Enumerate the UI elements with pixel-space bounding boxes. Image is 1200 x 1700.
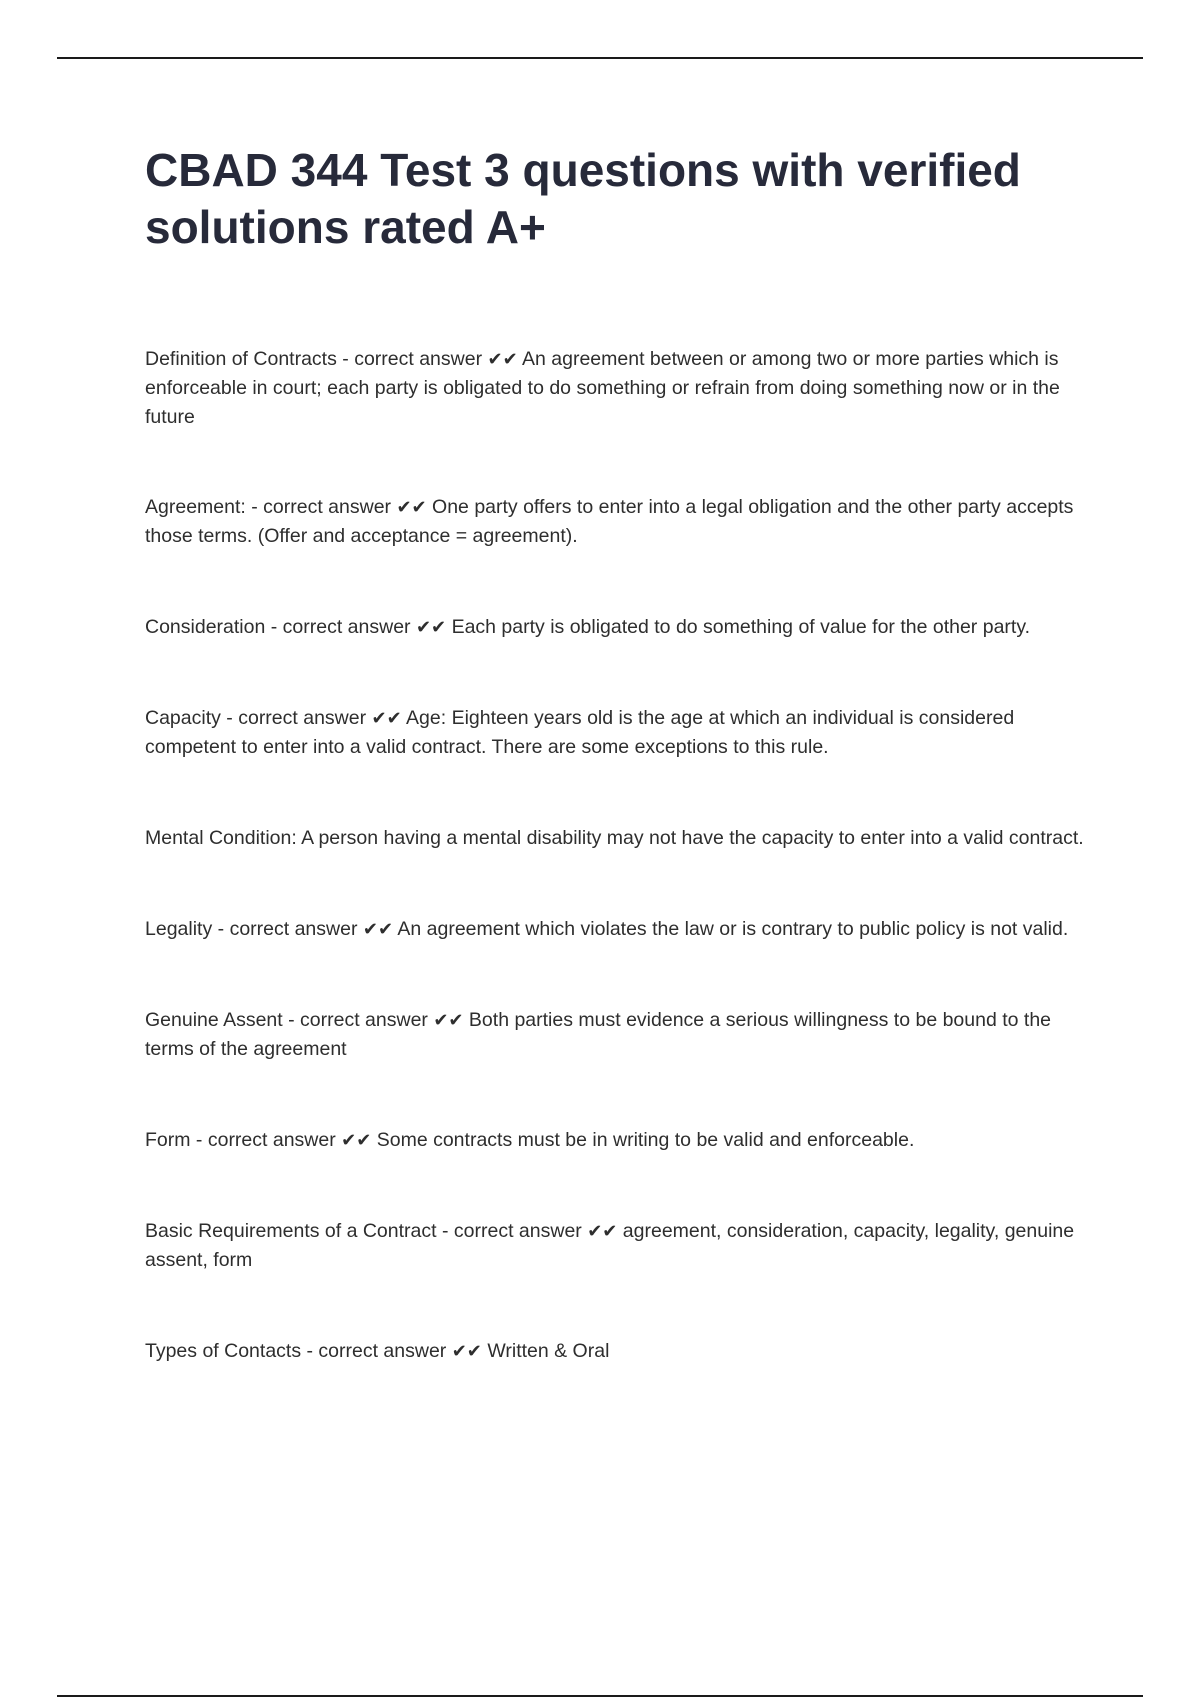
document-title: CBAD 344 Test 3 questions with verified solutions rated A+ xyxy=(145,144,1021,253)
entry-answer: An agreement which violates the law or is contrary to public policy is not valid. xyxy=(397,918,1069,940)
entry-term: Form xyxy=(145,1129,191,1151)
qa-entry xyxy=(145,824,1085,853)
double-check-icon: ✔✔ xyxy=(396,497,427,518)
entry-answer: An agreement between or among two or more parties which is enforceable in court; each party is obligated to do something or refrain from doing something now or in the future xyxy=(145,348,1060,428)
entry-answer: Age: Eighteen years old is the age at which an individual is considered competent to enter into a valid contract. There are some exceptions to this rule. xyxy=(145,707,1015,758)
entry-term: Types of Contacts xyxy=(145,1340,302,1362)
qa-entry: Form - correct answer ✔✔ Some contracts must be in writing to be valid and enforceable. xyxy=(145,1129,915,1151)
entry-answer: Both parties must evidence a serious willingness to be bound to the terms of the agreement xyxy=(145,1009,1052,1060)
answer-marker: correct answer xyxy=(238,707,367,729)
entry-answer: Some contracts must be in writing to be valid and enforceable. xyxy=(376,1129,915,1151)
entry-answer: Written & Oral xyxy=(487,1340,610,1362)
top-divider xyxy=(57,57,1143,59)
double-check-icon: ✔✔ xyxy=(587,1221,618,1242)
double-check-icon: ✔✔ xyxy=(415,617,447,638)
entry-term: Agreement: xyxy=(145,496,246,518)
answer-marker: correct answer xyxy=(453,1220,582,1242)
answer-marker: correct answer xyxy=(263,496,392,518)
answer-marker: correct answer xyxy=(300,1009,428,1031)
entry-term: Legality xyxy=(145,918,213,940)
entry-term: Capacity xyxy=(145,707,221,729)
qa-entry: Types of Contacts - correct answer ✔✔ Written & Oral xyxy=(145,1340,610,1362)
qa-entry: Legality - correct answer ✔✔ An agreement which violates the law or is contrary to public policy is not valid. xyxy=(145,918,1069,940)
double-check-icon: ✔✔ xyxy=(341,1130,372,1151)
answer-marker: correct answer xyxy=(229,918,358,940)
double-check-icon: ✔✔ xyxy=(362,919,394,940)
entry-plain-text: Mental Condition: A person having a mental disability may not have the capacity to enter into a valid contract. xyxy=(145,827,1084,849)
entry-answer: One party offers to enter into a legal obligation and the other party accepts those terms. (Offer and acceptance = agreement). xyxy=(145,496,1074,547)
answer-marker: correct answer xyxy=(354,348,483,370)
entry-answer: Each party is obligated to do something of value for the other party. xyxy=(451,616,1031,638)
qa-entry: Agreement: - correct answer ✔✔ One party offers to enter into a legal obligation and the other party accepts those terms. (Offer and acceptance = agreement). xyxy=(145,496,1074,547)
entry-term: Genuine Assent xyxy=(145,1009,283,1031)
double-check-icon: ✔✔ xyxy=(433,1010,464,1031)
double-check-icon: ✔✔ xyxy=(487,349,518,370)
qa-entry: Definition of Contracts - correct answer ✔✔ An agreement between or among two or more parties which is enforceable in court; each party is obligated to do something or refrain from doing something now or in the future xyxy=(145,348,1060,428)
bottom-divider xyxy=(57,1695,1143,1697)
entry-term: Consideration xyxy=(145,616,266,638)
answer-marker: correct answer xyxy=(318,1340,447,1362)
qa-entry-list xyxy=(145,345,1085,1366)
answer-marker: correct answer xyxy=(282,616,411,638)
entry-term: Definition of Contracts xyxy=(145,348,337,370)
entry-term: Basic Requirements of a Contract xyxy=(145,1220,437,1242)
qa-entry: Basic Requirements of a Contract - correct answer ✔✔ agreement, consideration, capacity, legality, genuine assent, form xyxy=(145,1220,1075,1271)
answer-marker: correct answer xyxy=(207,1129,336,1151)
entry-answer: agreement, consideration, capacity, legality, genuine assent, form xyxy=(145,1220,1075,1271)
qa-entry: Genuine Assent - correct answer ✔✔ Both parties must evidence a serious willingness to be bound to the terms of the agreement xyxy=(145,1009,1052,1060)
double-check-icon: ✔✔ xyxy=(371,708,402,729)
qa-entry: Consideration - correct answer ✔✔ Each party is obligated to do something of value for the other party. xyxy=(145,616,1031,638)
double-check-icon: ✔✔ xyxy=(451,1341,482,1362)
qa-entry: Capacity - correct answer ✔✔ Age: Eighteen years old is the age at which an individual is considered competent to enter into a valid contract. There are some exceptions to this rule. xyxy=(145,707,1015,758)
